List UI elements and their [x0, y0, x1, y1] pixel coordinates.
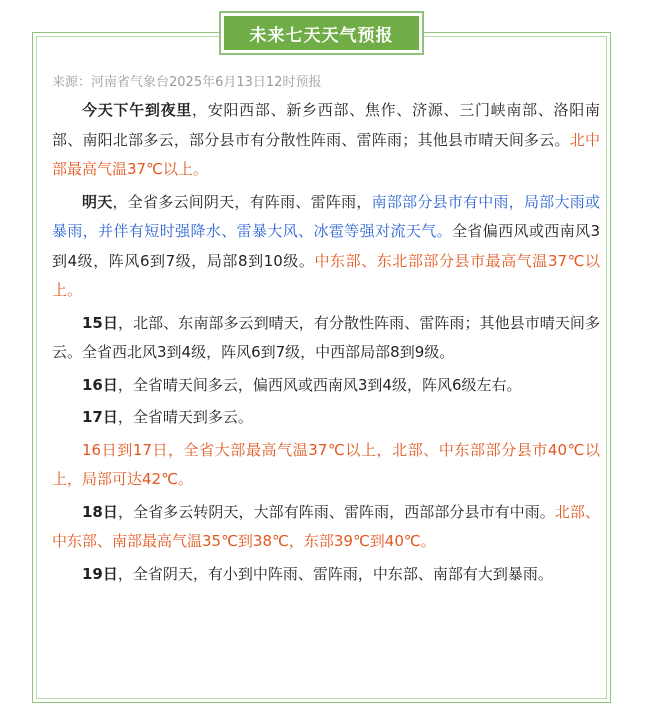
day-label: 今天下午到夜里	[82, 101, 193, 119]
forecast-text-wind: 全省偏西风或西南风3到4级，阵风6到7级，局部8到10级。	[52, 222, 600, 270]
forecast-text: ，全省多云间阴天，有阵雨、雷阵雨，	[112, 192, 372, 211]
forecast-text: ，全省晴天间多云，偏西风或西南风3到4级，阵风6级左右。	[117, 375, 522, 394]
forecast-text: ，北部、东南部多云到晴天，有分散性阵雨、雷阵雨；其他县市晴天间多云。全省西北风3到4级，阵风6到7级，中西部局部8到9级。	[52, 313, 601, 361]
forecast-day-15	[52, 309, 600, 368]
day-label: 16日	[82, 375, 118, 394]
forecast-text: ，安阳西部、新乡西部、焦作、济源、三门峡南部、洛阳南部、南阳北部多云，部分县市有分散性阵雨、雷阵雨；其他县市晴天间多云。	[52, 101, 600, 149]
forecast-day-16	[52, 371, 600, 401]
day-label: 17日	[82, 408, 118, 426]
forecast-text: ，全省阴天，有小到中阵雨、雷阵雨，中东部、南部有大到暴雨。	[117, 564, 553, 583]
temperature-highlight: 中东部、东北部部分县市最高气温37℃以上。	[52, 251, 601, 299]
title-banner	[219, 11, 424, 55]
forecast-day-18	[52, 498, 600, 557]
forecast-today	[52, 96, 600, 185]
forecast-day-19	[52, 560, 600, 590]
forecast-text: ，全省多云转阴天，大部有阵雨、雷阵雨，西部部分县市有中雨。	[118, 502, 555, 521]
day-label: 19日	[82, 564, 118, 583]
forecast-day-17	[52, 403, 600, 433]
forecast-heat-summary	[52, 436, 600, 495]
day-label: 明天	[82, 192, 113, 211]
temperature-highlight: 北部、中东部、南部最高气温35℃到38℃，东部39℃到40℃。	[52, 502, 600, 550]
forecast-text: ，全省晴天到多云。	[117, 408, 253, 426]
source-line: 来源：河南省气象台2025年6月13日12时预报	[52, 75, 322, 90]
forecast-tomorrow	[52, 188, 600, 306]
day-label: 18日	[82, 502, 119, 521]
rain-warning-highlight: 南部部分县市有中雨，局部大雨或暴雨，并伴有短时强降水、雷暴大风、冰雹等强对流天气。	[52, 192, 600, 240]
temperature-highlight: 16日到17日，全省大部最高气温37℃以上，北部、中东部部分县市40℃以上，局部可达42℃。	[52, 440, 600, 488]
forecast-body	[52, 96, 600, 589]
day-label: 15日	[82, 313, 119, 332]
page-title: 未来七天天气预报	[224, 16, 419, 50]
temperature-highlight: 北中部最高气温37℃以上。	[52, 130, 600, 178]
